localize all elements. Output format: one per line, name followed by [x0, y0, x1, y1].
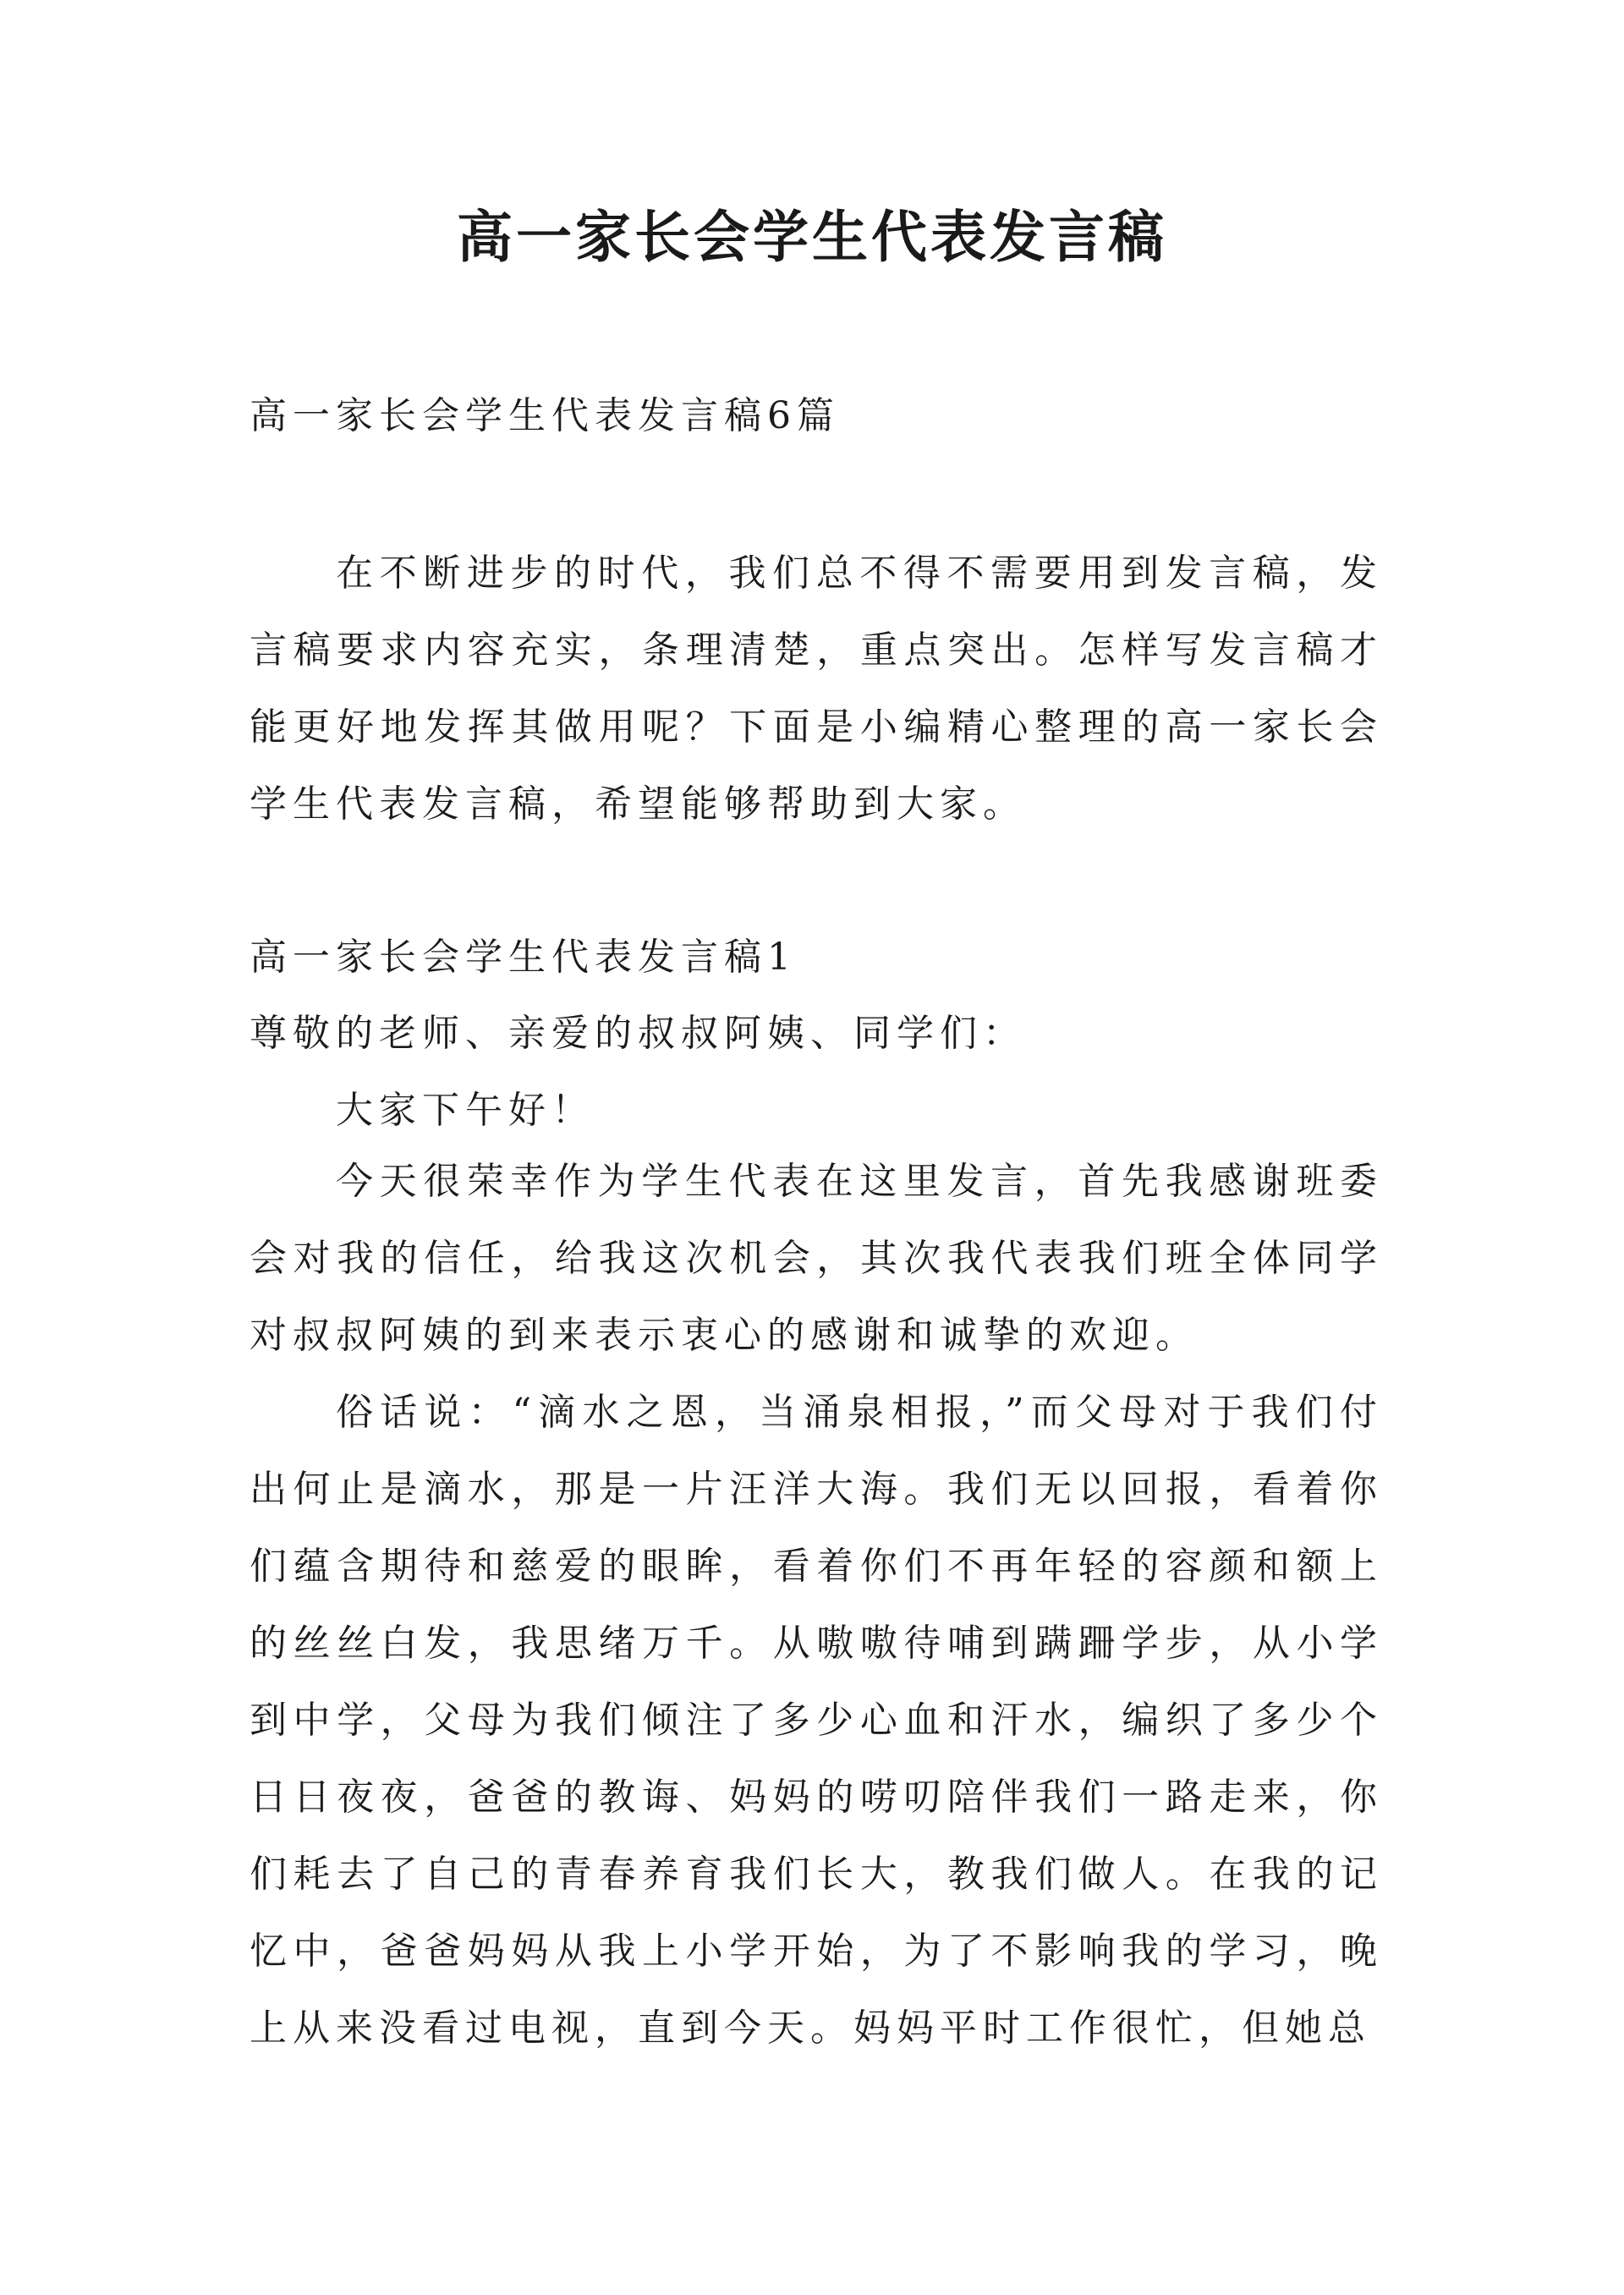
document-title: 高一家长会学生代表发言稿 [457, 205, 1167, 270]
intro-paragraph: 在不断进步的时代，我们总不得不需要用到发言稿，发言稿要求内容充实，条理清楚，重点突出。怎样写发言稿才能更好地发挥其做用呢？下面是小编精心整理的高一家长会学生代表发言稿，希望能够帮助到大家。 [250, 552, 1383, 826]
body-paragraph-2: 俗话说：“滴水之恩，当涌泉相报，”而父母对于我们付出何止是滴水，那是一片汪洋大海。我们无以回报，看着你们蕴含期待和慈爱的眼眸，看着你们不再年轻的容颜和额上的丝丝白发，我思绪万千。从嗷嗷待哺到蹒跚学步，从小学到中学，父母为我们倾注了多少心血和汗水，编织了多少个日日夜夜，爸爸的教诲、妈妈的唠叨陪伴我们一路走来，你们耗去了自己的青春养育我们长大，教我们做人。在我的记忆中，爸爸妈妈从我上小学开始，为了不影响我的学习，晚上从来没看过电视，直到今天。妈妈平时工作很忙，但她总 [250, 1391, 1383, 2050]
salutation: 尊敬的老师、亲爱的叔叔阿姨、同学们： [250, 1012, 1026, 1055]
greeting: 大家下午好！ [336, 1089, 595, 1132]
section-heading: 高一家长会学生代表发言稿1 [250, 936, 797, 979]
subtitle: 高一家长会学生代表发言稿6篇 [250, 394, 840, 437]
body-paragraph-1: 今天很荣幸作为学生代表在这里发言，首先我感谢班委会对我的信任，给我这次机会，其次我代表我们班全体同学对叔叔阿姨的到来表示衷心的感谢和诚挚的欢迎。 [250, 1160, 1383, 1357]
